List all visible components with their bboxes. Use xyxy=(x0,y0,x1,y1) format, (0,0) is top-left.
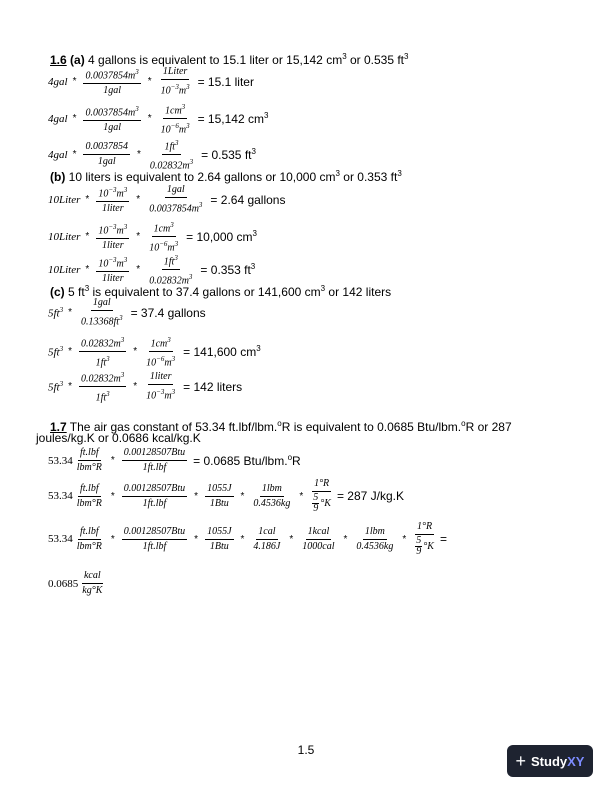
problem-1-6-statement: 1.6 (a) 4 gallons is equivalent to 15.1 liter or 15,142 $cm^3$ or 0.535 $ft^3$ xyxy=(50,52,409,67)
problem-1-7-statement-line2: joules/kg.K or 0.0686 kcal/kg.K xyxy=(36,431,201,445)
equation-17-1: 53.34 $\frac{\text{ft.lbf}}{\text{lbm°R}}$ * $\frac{\text{0.00128507Btu}}{\text{1ft.lbf}}$ = 0.0685 Btu/lbm.$^o$R xyxy=(48,447,301,473)
equation-a1: 4gal * $\frac{0.0037854m^3}{\text{1gal}}$ * $\frac{\text{1Liter}}{10^{-3}m^3}$ = 15.1 liter xyxy=(48,66,254,97)
equation-c1: $5ft^3$ * $\frac{\text{1gal}}{0.13368ft^3}$ = 37.4 gallons xyxy=(48,297,206,328)
page-number: 1.5 xyxy=(297,743,315,757)
equation-c2: $5ft^3$ * $\frac{0.02832m^3}{1ft^3}$ * $\frac{1cm^3}{10^{-6}m^3}$ = 141,600 $cm^3$ xyxy=(48,336,261,369)
equation-17-final: 0.0685 $\frac{\text{kcal}}{kg^\circ K}$ xyxy=(48,570,103,596)
equation-17-3: 53.34 $\frac{\text{ft.lbf}}{\text{lbm°R}}$ * $\frac{\text{0.00128507Btu}}{\text{1ft.lbf}}$ * $\frac{1055J}{\text{1Btu}}$ * $\frac{\text{1cal}}{4.186J}$ * $\frac{\text{1kcal}}{\text{1000cal}}$ * $\frac{\text{1lbm}}{0.4536kg}$ * 1°R 5 9 °K = xyxy=(48,521,447,557)
equation-a3: 4gal * $\frac{0.0037854}{\text{1gal}}$ * $\frac{1ft^3}{0.02832m^3}$ = 0.535 $ft^3$ xyxy=(48,139,256,172)
equation-c3: $5ft^3$ * $\frac{0.02832m^3}{1ft^3}$ * $\frac{\text{1liter}}{10^{-3}m^3}$ = 142 liters xyxy=(48,371,243,404)
studyxy-badge[interactable]: + Study XY xyxy=(507,745,593,777)
problem-1-6-c-statement: (c) 5 $ft^3$ is equivalent to 37.4 gallons or 141,600 $cm^3$ or 142 liters xyxy=(50,284,392,299)
equation-b3: 10Liter * $\frac{10^{-3}m^3}{\text{1liter}}$ * $\frac{1ft^3}{0.02832m^3}$ = 0.353 $ft^3$ xyxy=(48,254,256,287)
equation-a2: 4gal * $\frac{0.0037854m^3}{\text{1gal}}$ * $\frac{1cm^3}{10^{-6}m^3}$ = 15,142 $cm^3$ xyxy=(48,103,269,136)
problem-1-6-b-statement: (b) 10 liters is equivalent to 2.64 gallons or 10,000 $cm^3$ or 0.353 $ft^3$ xyxy=(50,169,402,184)
equation-b1: 10Liter * $\frac{10^{-3}m^3}{\text{1liter}}$ * $\frac{\text{1gal}}{0.0037854m^3}$ = 2.64 gallons xyxy=(48,184,286,215)
equation-b2: 10Liter * $\frac{10^{-3}m^3}{\text{1liter}}$ * $\frac{1cm^3}{10^{-6}m^3}$ = 10,000 $cm^3$ xyxy=(48,221,257,254)
problem-1-7-statement: 1.7 The air gas constant of 53.34 ft.lbf/lbm.$^o$R is equivalent to 0.0685 Btu/lbm.$^o$R or 287 xyxy=(50,419,512,434)
equation-17-2: 53.34 $\frac{\text{ft.lbf}}{\text{lbm°R}}$ * $\frac{\text{0.00128507Btu}}{\text{1ft.lbf}}$ * $\frac{1055J}{\text{1Btu}}$ * $\frac{\text{1lbm}}{0.4536kg}$ * 1°R 5 9 °K = 287 J/kg.K xyxy=(48,478,404,514)
problem-number: 1.6 xyxy=(50,53,67,67)
plus-icon: + xyxy=(515,750,527,771)
